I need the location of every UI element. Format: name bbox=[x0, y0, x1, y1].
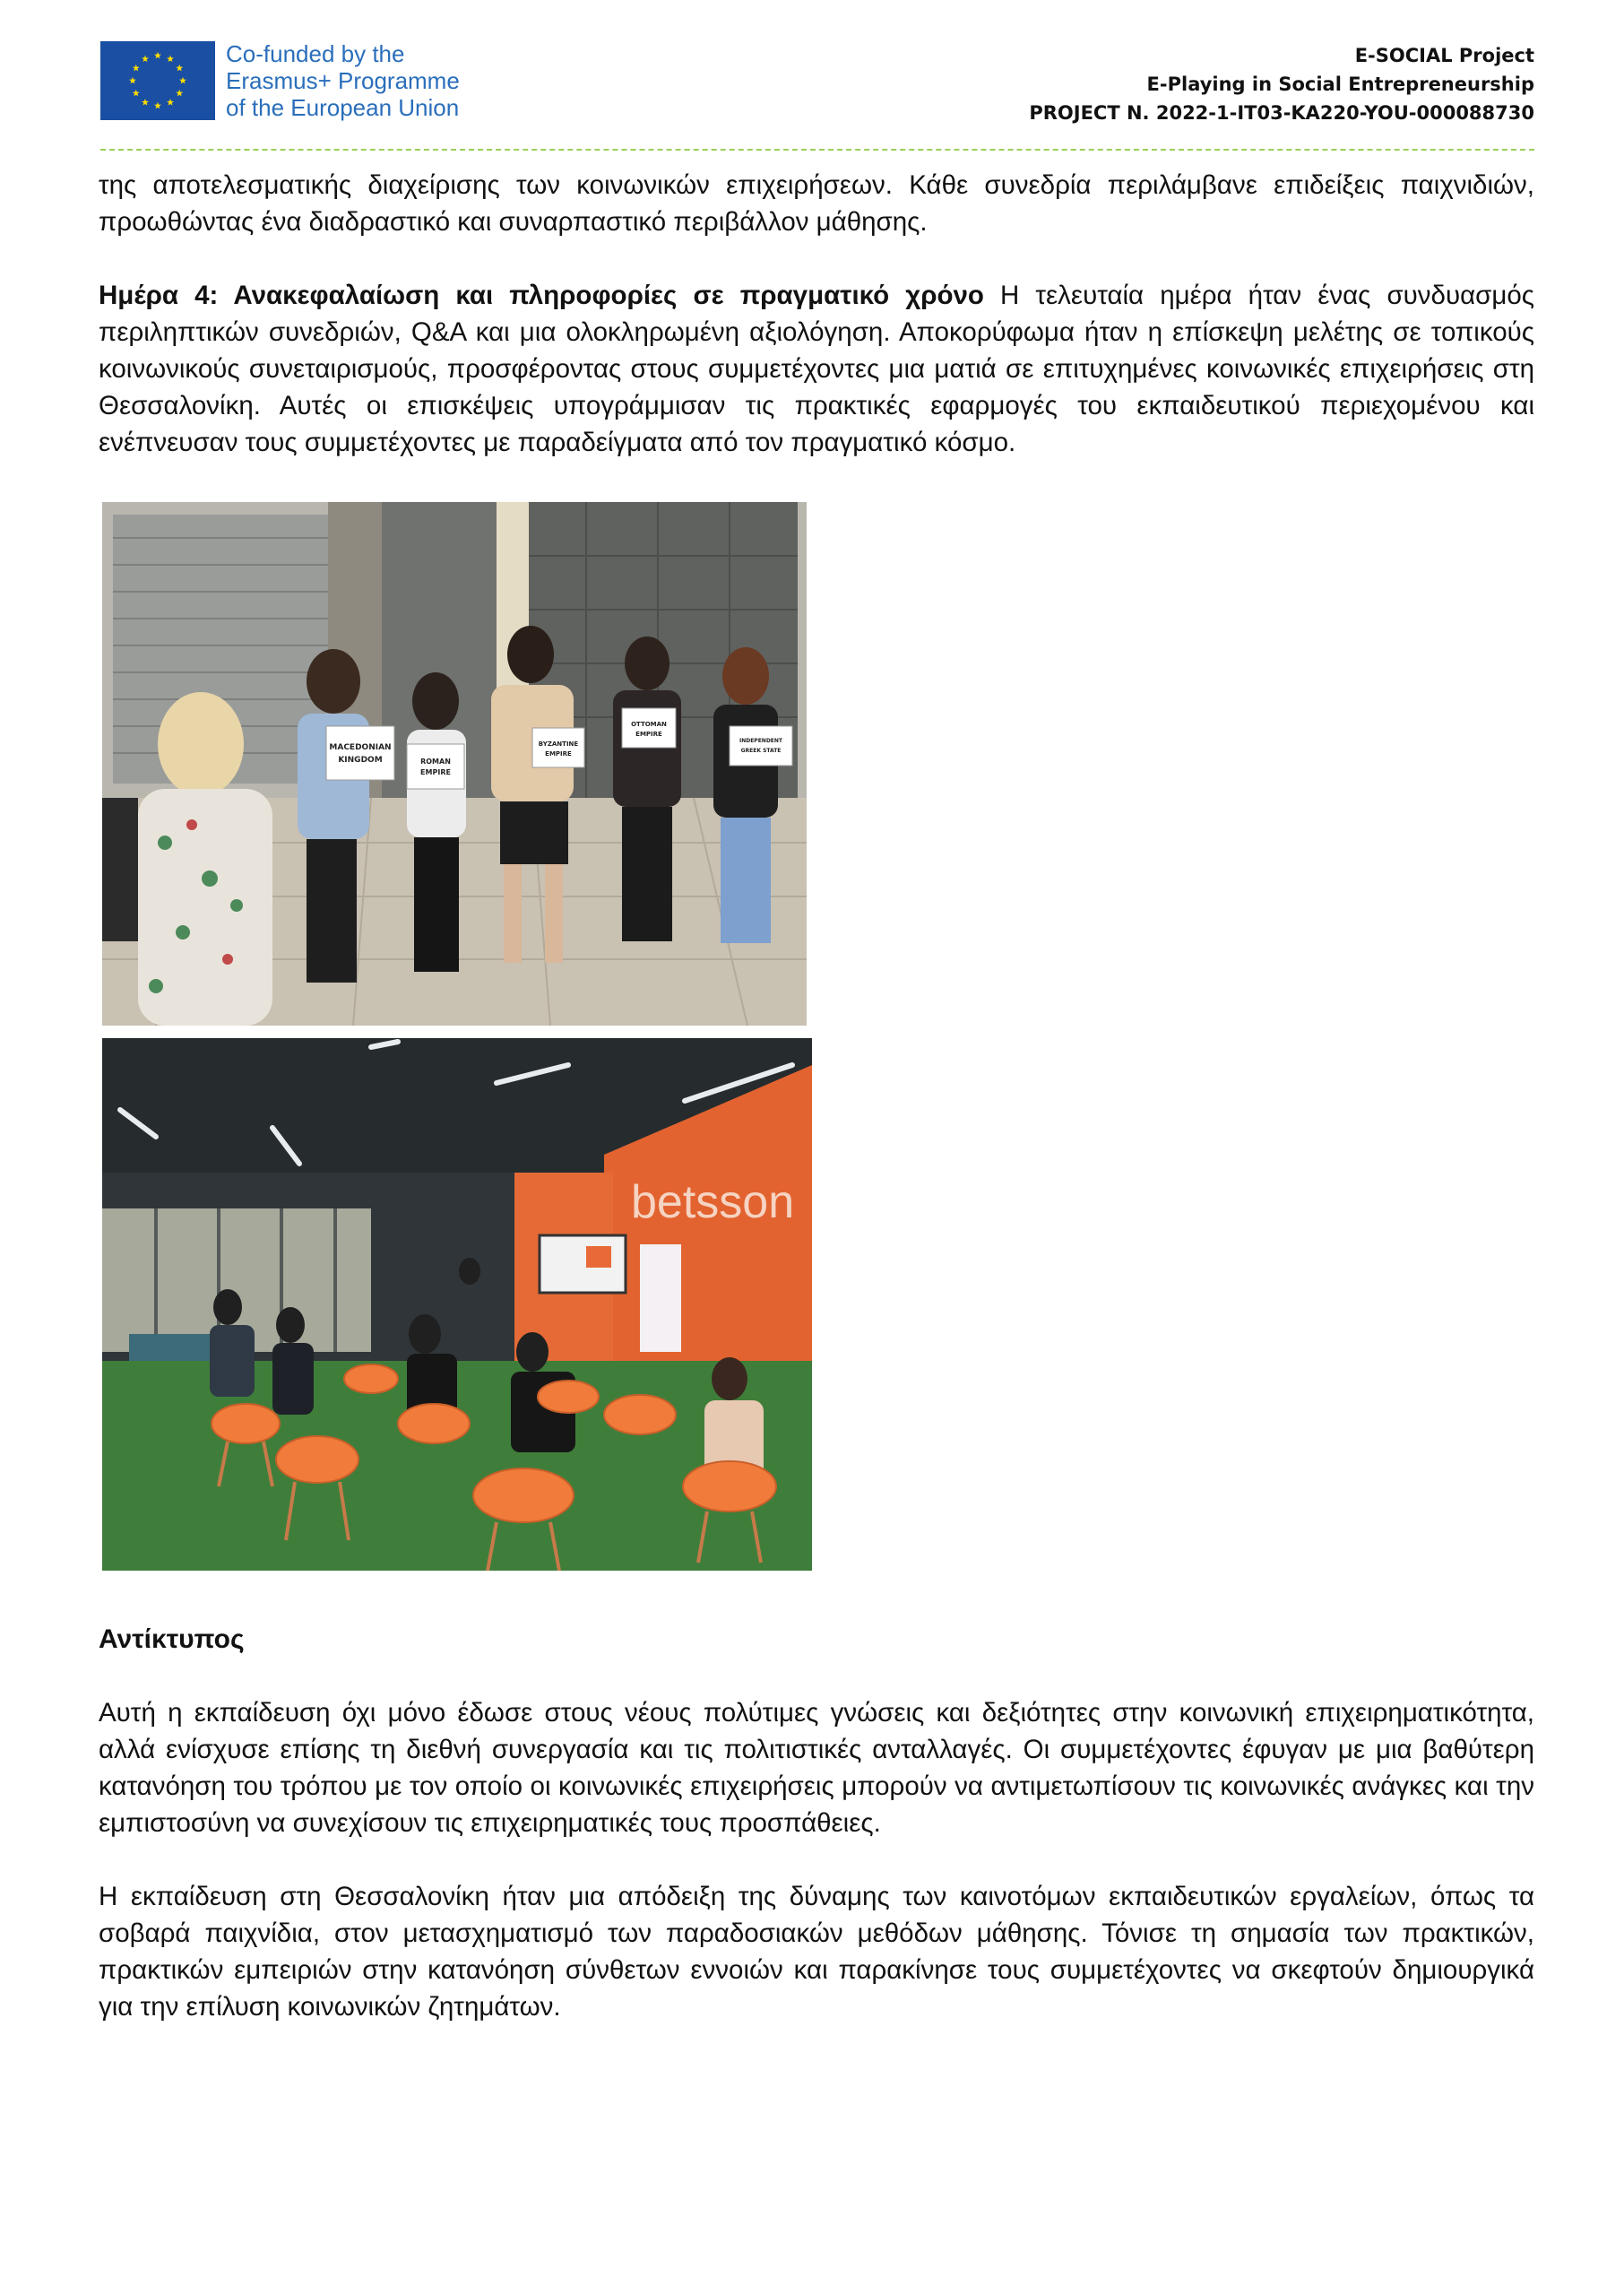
sign-text-2-line2: EMPIRE bbox=[420, 768, 451, 776]
project-number: PROJECT N. 2022-1-IT03-KA220-YOU-000088730 bbox=[1029, 102, 1534, 124]
section-heading-impact: Αντίκτυπος bbox=[99, 1624, 245, 1654]
logo-caption bbox=[226, 40, 460, 121]
sign-text-5: INDEPENDENT bbox=[739, 738, 783, 744]
header-divider bbox=[100, 149, 1534, 151]
project-subtitle: E-Playing in Social Entrepreneurship bbox=[1146, 74, 1534, 95]
photo-training-room bbox=[102, 1038, 812, 1571]
sign-text-1-line2: KINGDOM bbox=[338, 756, 383, 765]
logo-line-1: Co-funded by the bbox=[226, 40, 405, 67]
eu-flag-icon bbox=[100, 41, 215, 120]
logo-line-2: Erasmus+ Programme bbox=[226, 67, 460, 94]
paragraph-continuation: της αποτελεσματικής διαχείρισης των κοινωνικών επιχειρήσεων. Κάθε συνεδρία περιλάμβανε επιδείξεις παιχνιδιών, προωθώντας ένα διαδραστικό και συναρπαστικό περιβάλλον μάθησης. bbox=[99, 170, 1534, 237]
paragraph-day4 bbox=[99, 277, 1534, 461]
sign-text-3: BYZANTINE bbox=[538, 740, 579, 748]
impact-paragraph-2: Η εκπαίδευση στη Θεσσαλονίκη ήταν μια απόδειξη της δύναμης των καινοτόμων εκπαιδευτικών εργαλείων, όπως τα σοβαρά παιχνίδια, στον μετασχηματισμό των παραδοσιακών μεθόδων μάθησης. Τόνισε τη σημασία των πρακτικών, πρακτικών εμπειριών στην κατανόηση σύνθετων εννοιών και παρακίνησε τους συμμετέχοντες να σκεφτούν δημιουργικά για την επίλυση κοινωνικών ζητημάτων. bbox=[99, 1882, 1534, 2022]
sign-text-5-line2: GREEK STATE bbox=[740, 748, 782, 754]
sign-text-4-line2: EMPIRE bbox=[635, 731, 662, 738]
sign-text-1: MACEDONIAN bbox=[329, 743, 392, 752]
page-header bbox=[100, 41, 1534, 131]
photo-street-signs bbox=[102, 502, 807, 1026]
sign-text-2: ROMAN bbox=[420, 758, 451, 766]
project-info bbox=[1029, 41, 1534, 127]
logo-line-3: of the European Union bbox=[226, 94, 460, 121]
wall-logo-text: betsson bbox=[631, 1176, 795, 1228]
impact-paragraph-1: Αυτή η εκπαίδευση όχι μόνο έδωσε στους νέους πολύτιμες γνώσεις και δεξιότητες στην κοινωνική επιχειρηματικότητα, αλλά ενίσχυσε επίσης τη διεθνή συνεργασία και τις πολιτιστικές ανταλλαγές. Οι συμμετέχοντες έφυγαν με μια βαθύτερη κατανόηση του τρόπου με τον οποίο οι κοινωνικές επιχειρήσεις μπορούν να αντιμετωπίσουν τις κοινωνικές ανάγκες και την εμπιστοσύνη να συνεχίσουν τις επιχειρηματικές τους προσπάθειες. bbox=[99, 1698, 1534, 1838]
day4-text: Η τελευταία ημέρα ήταν ένας συνδυασμός περιληπτικών συνεδριών, Q&A και μια ολοκληρωμένη αξιολόγηση. Αποκορύφωμα ήταν η επίσκεψη μελέτης σε τοπικούς κοινωνικούς συνεταιρισμούς, προσφέροντας στους συμμετέχοντες μια ματιά σε επιτυχημένες κοινωνικές επιχειρήσεις στη Θεσσαλονίκη. Αυτές οι επισκέψεις υπογράμμισαν τις πρακτικές εφαρμογές του εκπαιδευτικού περιεχομένου και ενέπνευσαν τους συμμετέχοντες με παραδείγματα από τον πραγματικό κόσμο. bbox=[99, 281, 1534, 457]
project-name: E-SOCIAL Project bbox=[1354, 45, 1534, 66]
sign-text-3-line2: EMPIRE bbox=[545, 750, 572, 758]
body-text bbox=[99, 167, 1534, 461]
impact-text bbox=[99, 1694, 1534, 2025]
sign-text-4: OTTOMAN bbox=[631, 721, 667, 728]
day4-title: Ημέρα 4: Ανακεφαλαίωση και πληροφορίες σε πραγματικό χρόνο bbox=[99, 281, 984, 310]
